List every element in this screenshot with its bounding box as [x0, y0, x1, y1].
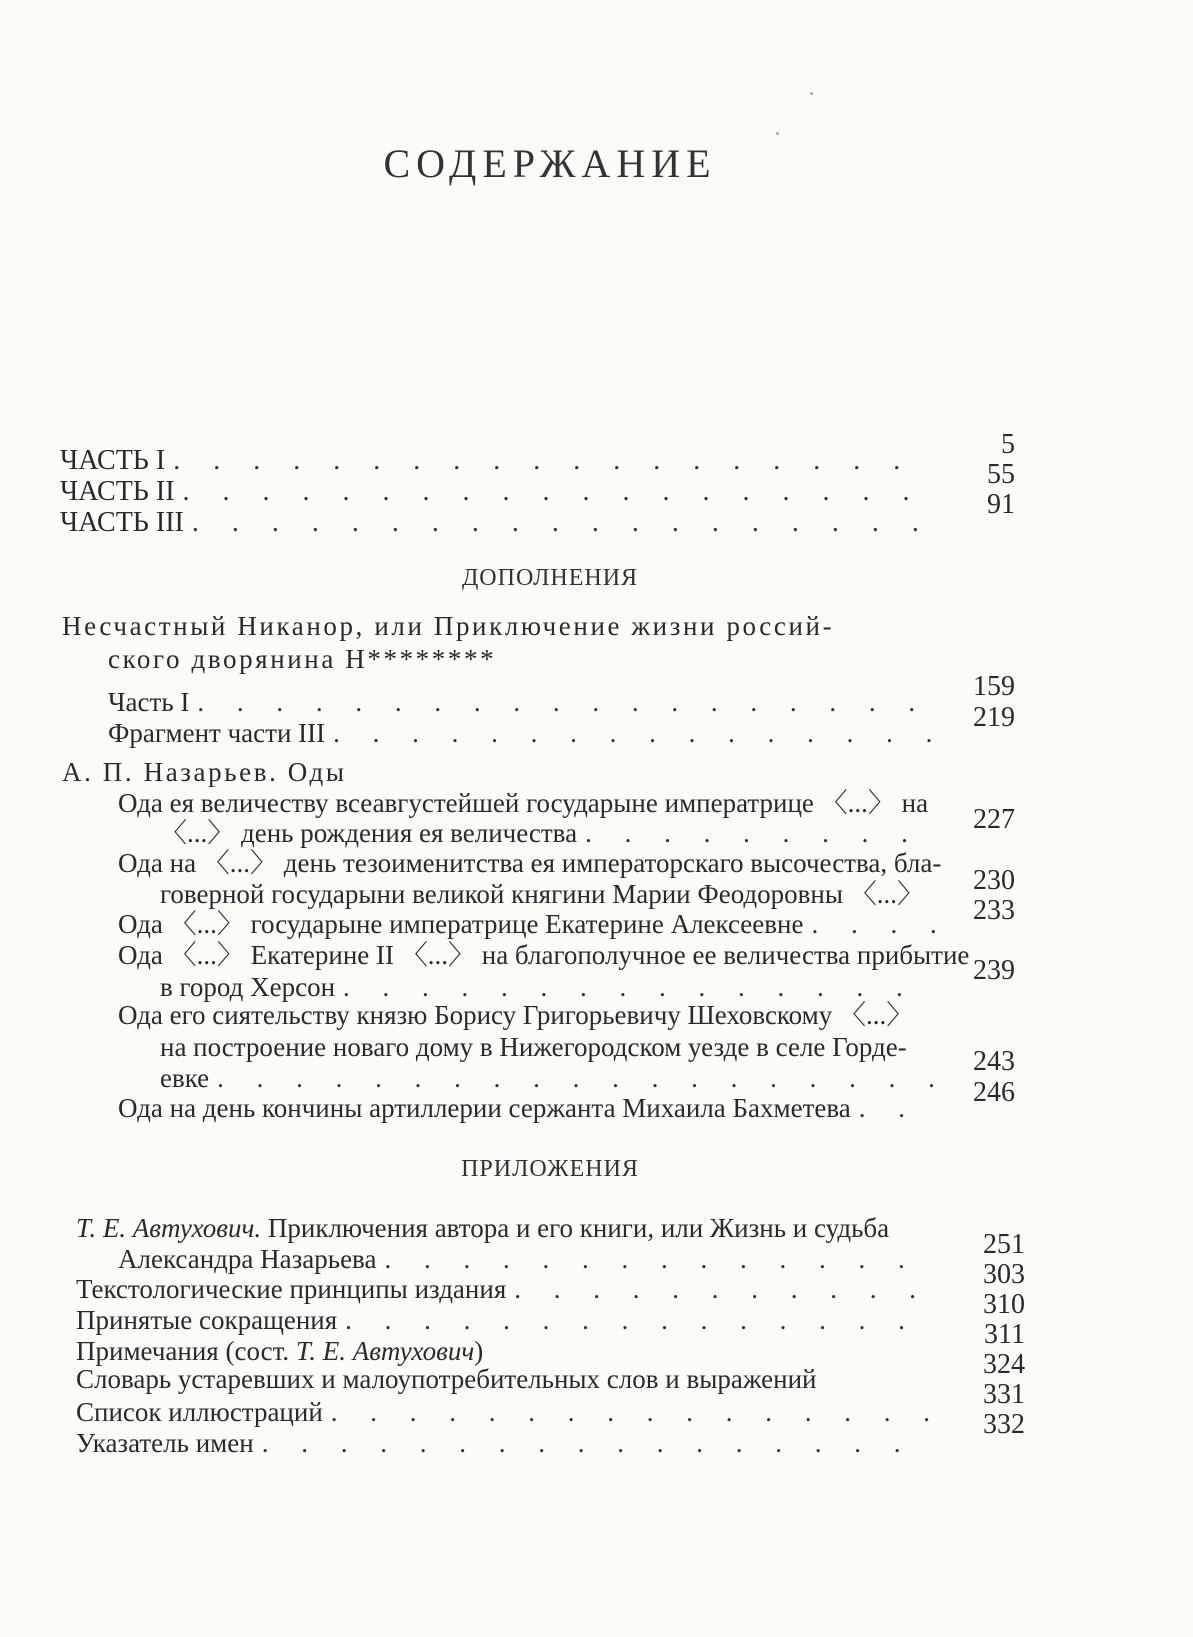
leader-dots	[337, 1305, 935, 1335]
toc-entry-label: ЧАСТЬ II	[60, 476, 175, 507]
toc-entry-part-2[interactable]	[60, 477, 935, 507]
toc-entry-ode-3[interactable]	[118, 909, 935, 939]
page-title: СОДЕРЖАНИЕ	[383, 141, 717, 186]
leader-dots	[803, 909, 935, 939]
toc-entry-label: Фрагмент части III	[108, 718, 326, 748]
toc-page-number: 239	[973, 955, 1015, 986]
leader-dots	[209, 1063, 935, 1093]
toc-entry-label: евке	[160, 1063, 210, 1093]
toc-entry-label: говерной государыни великой княгини Марии Феодоровны 〈...〉	[160, 879, 924, 909]
toc-entry-ode-2[interactable]	[160, 879, 935, 909]
toc-entry-label: ЧАСТЬ III	[60, 507, 184, 538]
entry-title-line: Несчастный Никанор, или Приключение жизни россий-	[62, 611, 835, 641]
toc-entry-abbreviations[interactable]	[76, 1305, 935, 1335]
toc-page-number: 5	[1001, 429, 1015, 460]
leader-dots	[175, 477, 935, 507]
toc-entry-label: Текстологические принципы издания	[76, 1274, 507, 1304]
author-name: Т. Е. Автухович.	[76, 1213, 262, 1243]
entry-title-text: Приключения автора и его книги, или Жизнь и судьба	[267, 1213, 890, 1243]
toc-page-number: 233	[973, 895, 1015, 926]
leader-dots	[189, 687, 935, 717]
toc-entry-part-1[interactable]	[60, 446, 935, 476]
toc-page-number: 91	[987, 489, 1015, 520]
toc-page-number: 332	[983, 1409, 1025, 1440]
toc-entry-name-index[interactable]	[76, 1428, 935, 1458]
toc-page-number: 230	[973, 865, 1015, 896]
toc-entry-textology[interactable]	[76, 1274, 935, 1304]
ode-line: Ода его сиятельству князю Борису Григорьевичу Шеховскому 〈...〉	[118, 1000, 914, 1030]
toc-entry-label: Список иллюстраций	[76, 1397, 323, 1427]
section-heading-appendices: ПРИЛОЖЕНИЯ	[461, 1156, 639, 1182]
paper-speck	[776, 132, 779, 135]
toc-entry-label: Указатель имен	[76, 1428, 254, 1458]
toc-entry-label: Примечания (сост. Т. Е. Автухович)	[76, 1336, 484, 1366]
toc-entry-ode-4[interactable]	[160, 972, 935, 1002]
toc-entry-ode-6[interactable]	[118, 1093, 935, 1123]
leader-dots	[335, 972, 935, 1002]
toc-page-number: 55	[987, 459, 1015, 490]
toc-page-number: 310	[983, 1289, 1025, 1320]
toc-entry-notes[interactable]	[76, 1336, 935, 1366]
section-heading-supplements: ДОПОЛНЕНИЯ	[461, 565, 639, 591]
toc-page-number: 311	[984, 1319, 1025, 1350]
ode-line: Ода 〈...〉 Екатерине II 〈...〉 на благополучное ее величества прибытие	[118, 940, 970, 970]
toc-entry-dictionary[interactable]	[76, 1364, 935, 1394]
toc-page-number: 227	[973, 804, 1015, 835]
toc-page-number: 219	[973, 702, 1015, 733]
entry-title-line	[76, 1213, 889, 1243]
toc-entry-illustrations[interactable]	[76, 1397, 935, 1427]
toc-page-number: 243	[973, 1046, 1015, 1077]
toc-entry-nikanor-fragment[interactable]	[108, 718, 935, 748]
author-name: Т. Е. Автухович	[295, 1336, 475, 1366]
leader-dots	[325, 718, 935, 748]
toc-entry-label: Ода 〈...〉 государыне императрице Екатерине Алексеевне	[118, 909, 804, 939]
toc-entry-essay[interactable]	[118, 1244, 935, 1274]
leader-dots	[851, 1093, 935, 1123]
ode-line: Ода ея величеству всеавгустейшей государыне императрице 〈...〉 на	[118, 788, 929, 818]
toc-entry-label: 〈...〉 день рождения ея величества	[160, 818, 578, 848]
toc-entry-label: Словарь устаревших и малоупотребительных слов и выражений	[76, 1364, 817, 1394]
toc-page-number: 303	[983, 1259, 1025, 1290]
toc-entry-label: в город Херсон	[160, 972, 336, 1002]
leader-dots	[506, 1274, 935, 1304]
leader-dots	[165, 446, 935, 476]
toc-entry-ode-5[interactable]	[160, 1063, 935, 1093]
leader-dots	[577, 818, 935, 848]
toc-page-number: 331	[983, 1379, 1025, 1410]
leader-dots	[323, 1397, 935, 1427]
entry-title-line: ского дворянина Н********	[108, 644, 497, 674]
toc-entry-label: ЧАСТЬ I	[60, 445, 166, 476]
leader-dots	[376, 1244, 935, 1274]
toc-entry-label: Принятые сокращения	[76, 1305, 338, 1335]
toc-page-number: 324	[983, 1349, 1025, 1380]
toc-entry-label: Александра Назарьева	[118, 1244, 377, 1274]
toc-entry-label: Ода на день кончины артиллерии сержанта Михаила Бахметева	[118, 1093, 851, 1123]
leader-dots	[184, 508, 935, 538]
paper-speck	[810, 92, 813, 95]
entry-title-line: А. П. Назарьев. Оды	[62, 757, 347, 787]
toc-page-number: 251	[983, 1229, 1025, 1260]
toc-entry-part-3[interactable]	[60, 508, 935, 538]
toc-entry-ode-1[interactable]	[160, 818, 935, 848]
toc-entry-nikanor-part-1[interactable]	[108, 687, 935, 717]
ode-line: Ода на 〈...〉 день тезоименитства ея императорскаго высочества, бла-	[118, 848, 942, 878]
toc-page-number: 246	[973, 1077, 1015, 1108]
ode-line: на построение новаго дому в Нижегородском уезде в селе Горде-	[160, 1032, 907, 1062]
leader-dots	[254, 1428, 935, 1458]
toc-page-number: 159	[973, 671, 1015, 702]
toc-entry-label: Часть I	[108, 687, 190, 717]
